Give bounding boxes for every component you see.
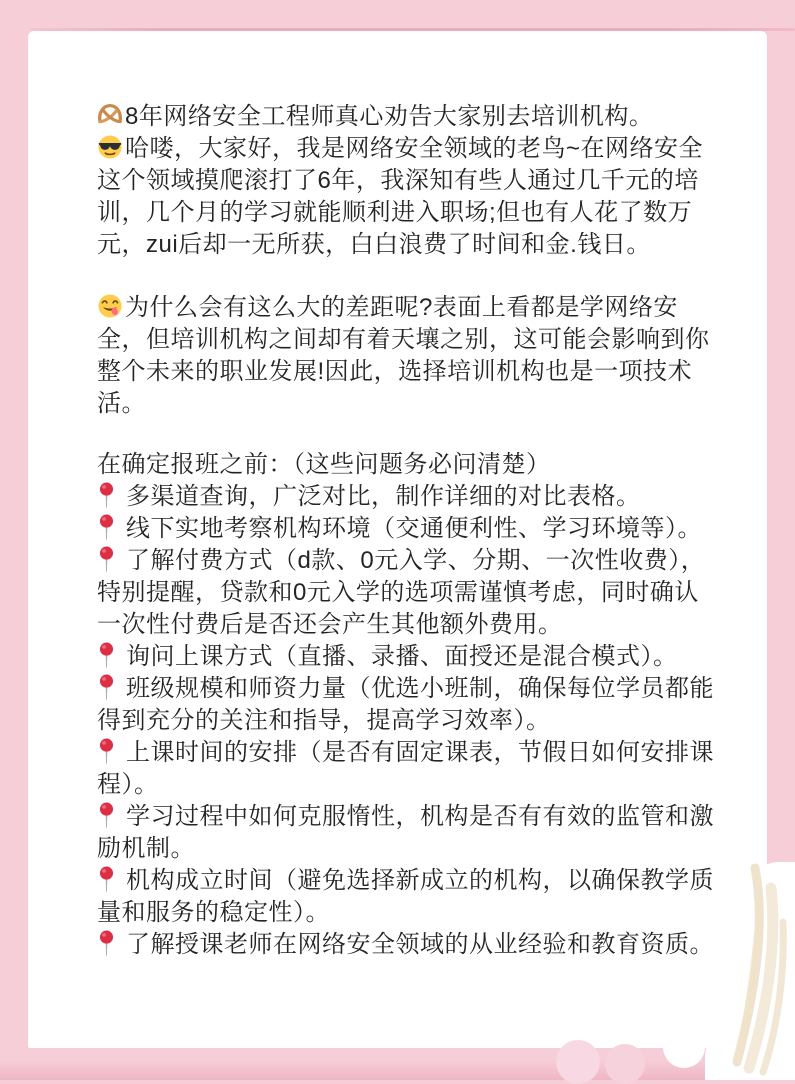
checklist-header: 在确定报班之前：（这些问题务必问清楚）	[97, 451, 551, 478]
round-pushpin-icon	[99, 802, 114, 830]
why-paragraph	[97, 292, 715, 420]
checklist-item-text: 多渠道查询，广泛对比，制作详细的对比表格。	[126, 483, 641, 510]
round-pushpin-icon	[99, 674, 114, 702]
why-text: 为什么会有这么大的差距呢?表面上看都是学网络安全，但培训机构之间却有着天壤之别，这可能会影响到你整个未来的职业发展!因此，选择培训机构也是一项技术活。	[97, 294, 710, 417]
round-pushpin-icon	[99, 514, 114, 542]
round-pushpin-icon	[99, 866, 114, 894]
post-content	[97, 101, 715, 961]
checklist-item-text: 了解付费方式（d款、0元入学、分期、一次性收费），特别提醒，贷款和0元入学的选项需谨慎考虑，同时确认一次性付费后是否还会产生其他额外费用。	[97, 547, 706, 638]
checklist-item	[97, 801, 715, 865]
yum-face-icon	[97, 293, 123, 319]
scallop-pink-bump	[556, 1040, 600, 1084]
beige-leaf-icon	[725, 860, 795, 1080]
checklist-item-text: 机构成立时间（避免选择新成立的机构，以确保教学质量和服务的稳定性）。	[97, 867, 714, 926]
round-pushpin-icon	[99, 482, 114, 510]
sunglasses-face-icon	[97, 134, 123, 160]
post-title	[97, 101, 715, 133]
checklist-item	[97, 929, 715, 961]
checklist-item	[97, 865, 715, 929]
checklist-item-text: 询问上课方式（直播、录播、面授还是混合模式）。	[126, 643, 678, 670]
checklist-item-text: 了解授课老师在网络安全领域的从业经验和教育资质。	[126, 931, 714, 958]
round-pushpin-icon	[99, 546, 114, 574]
checklist-item	[97, 737, 715, 801]
checklist-item-text: 上课时间的安排（是否有固定课表，节假日如何安排课程）。	[97, 739, 714, 798]
checklist-item	[97, 513, 715, 545]
checklist-item	[97, 673, 715, 737]
pretzel-icon	[97, 102, 123, 128]
scallop-white-bump	[663, 1026, 705, 1068]
checklist-item-text: 线下实地考察机构环境（交通便利性、学习环境等）。	[126, 515, 702, 542]
scallop-pink-bump	[605, 1044, 645, 1084]
intro-paragraph	[97, 133, 715, 261]
checklist-item	[97, 545, 715, 641]
post-title-text: 8年网络安全工程师真心劝告大家别去培训机构。	[125, 103, 654, 130]
round-pushpin-icon	[99, 930, 114, 958]
round-pushpin-icon	[99, 642, 114, 670]
round-pushpin-icon	[99, 738, 114, 766]
checklist-item	[97, 481, 715, 513]
checklist-item	[97, 641, 715, 673]
checklist-item-text: 学习过程中如何克服惰性，机构是否有有效的监管和激励机制。	[97, 803, 714, 862]
intro-text: 哈喽，大家好，我是网络安全领域的老鸟~在网络安全这个领域摸爬滚打了6年，我深知有些人通过几千元的培训，几个月的学习就能顺利进入职场;但也有人花了数万元，zui后却一无所获，白白浪费了时间和金.钱日。	[97, 135, 704, 258]
post-card	[28, 31, 767, 1048]
checklist-item-text: 班级规模和师资力量（优选小班制，确保每位学员都能得到充分的关注和指导，提高学习效率）。	[97, 675, 714, 734]
